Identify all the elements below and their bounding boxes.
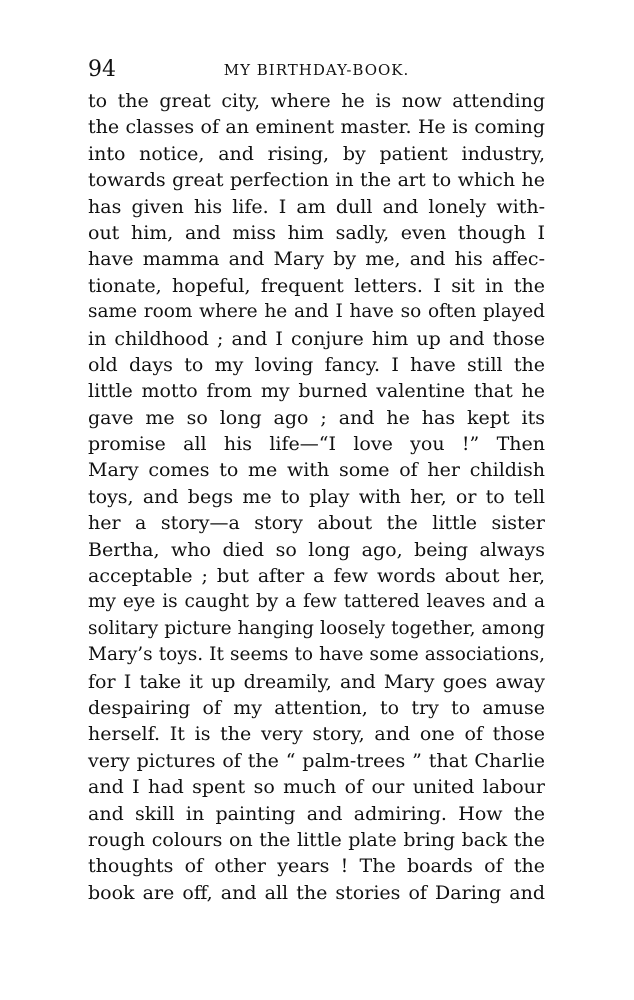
text-line: the classes of an eminent master. He is coming [88,116,545,139]
text-line: promise all his life—“I love you !” Then [88,433,545,456]
text-line: and skill in painting and admiring. How the [88,802,545,825]
page-number: 94 [88,57,116,82]
text-line: Bertha, who died so long ago, being always [88,538,545,561]
text-line: acceptable ; but after a few words about her, [88,565,545,588]
text-line: book are off, and all the stories of Daring and [88,881,545,904]
text-line: has given his life. I am dull and lonely with- [88,195,545,218]
text-line: into notice, and rising, by patient industry, [88,142,545,165]
text-line: out him, and miss him sadly, even though I [88,221,545,244]
text-line: solitary picture hanging loosely together, among [88,617,545,639]
text-line: little motto from my burned valentine that he [88,380,545,403]
text-line: same room where he and I have so often played [88,301,545,323]
body-text [88,88,545,906]
text-line: herself. It is the very story, and one of those [88,723,545,746]
text-line: have mamma and Mary by me, and his affec- [88,248,545,271]
text-line: thoughts of other years ! The boards of the [88,855,545,878]
text-line: and I had spent so much of our united labour [88,776,545,799]
running-title: MY BIRTHDAY-BOOK. [223,61,410,79]
text-line: despairing of my attention, to try to amuse [88,696,545,719]
running-head [88,58,545,82]
text-line: toys, and begs me to play with her, or to tell [88,485,545,508]
text-line: very pictures of the “ palm-trees ” that Charlie [88,749,545,772]
text-line: for I take it up dreamily, and Mary goes away [88,670,545,693]
text-line: tionate, hopeful, frequent letters. I sit in the [88,274,545,297]
text-line: to the great city, where he is now attending [88,90,545,112]
text-line: in childhood ; and I conjure him up and those [88,327,545,350]
text-line: gave me so long ago ; and he has kept its [88,406,545,429]
text-line: Mary comes to me with some of her childish [88,459,545,482]
text-line: her a story—a story about the little sister [88,512,545,535]
text-line: rough colours on the little plate bring back the [88,828,545,851]
text-line: towards great perfection in the art to which he [88,169,545,192]
text-line: old days to my loving fancy. I have still the [88,353,545,376]
text-line: Mary’s toys. It seems to have some associations, [88,644,545,666]
text-line: my eye is caught by a few tattered leaves and a [88,591,545,613]
